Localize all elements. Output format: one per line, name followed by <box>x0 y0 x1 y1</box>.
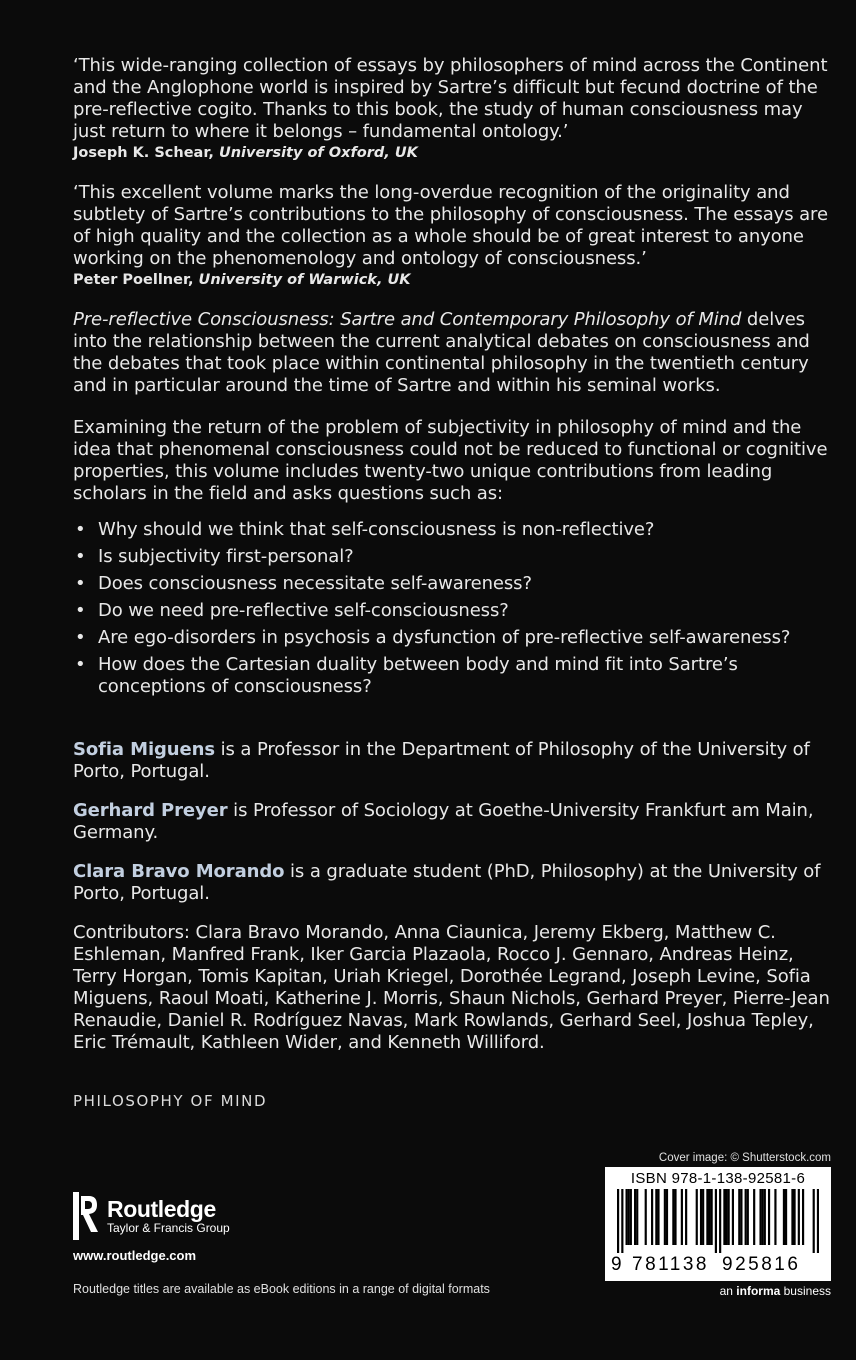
list-item <box>73 519 833 541</box>
barcode-digit-first: 9 <box>611 1254 622 1275</box>
quote-1-affiliation: University of Oxford, UK <box>218 145 418 161</box>
question-text: Does consciousness necessitate self-awareness? <box>98 573 532 594</box>
editor-bio-2 <box>73 800 833 844</box>
barcode-bar <box>738 1189 740 1245</box>
quote-1-attribution <box>73 144 833 162</box>
barcode-bar <box>764 1189 766 1245</box>
barcode-bar <box>664 1189 666 1245</box>
editor-bio-1 <box>73 739 833 783</box>
bullet-icon: • <box>75 546 86 567</box>
barcode-bar <box>762 1189 764 1245</box>
barcode-bar <box>813 1189 815 1253</box>
barcode-bar <box>700 1189 702 1245</box>
barcode-bar <box>696 1189 698 1245</box>
barcode-bar <box>655 1189 657 1245</box>
editor-name: Sofia Miguens <box>73 739 215 760</box>
barcode-bar <box>785 1189 787 1245</box>
bullet-icon: • <box>75 600 86 621</box>
description-1-rest: delves into the relationship between the current analytical debates on consciousness and the debates that took place within continental philosophy in the twentieth century and in particular around the time of Sartre and within his seminal works. <box>73 309 810 396</box>
question-text: Are ego-disorders in psychosis a dysfunction of pre-reflective self-awareness? <box>98 627 791 648</box>
barcode-bar <box>768 1189 770 1245</box>
barcode-digits-right: 925816 <box>722 1254 801 1275</box>
barcode-bar <box>651 1189 653 1245</box>
barcode-bar <box>802 1189 804 1245</box>
question-text: How does the Cartesian duality between body and mind fit into Sartre’s conceptions of consciousness? <box>98 654 738 697</box>
barcode-bar <box>745 1189 747 1245</box>
quote-2-text: ‘This excellent volume marks the long-overdue recognition of the originality and subtlety of Sartre’s contributions to the philosophy of consciousness. The essays are of high quality and the collection as a whole should be of great interest to anyone working on the phenomenology and ontology of consciousness.’ <box>73 182 828 269</box>
barcode-bar <box>708 1189 710 1245</box>
description-paragraph-2: Examining the return of the problem of subjectivity in philosophy of mind and the idea that phenomenal consciousness could not be reduced to functional or cognitive properties, this volume includes twenty-two unique contributions from leading scholars in the field and asks questions such as: <box>73 417 828 504</box>
bullet-icon: • <box>75 654 86 675</box>
barcode-bar <box>725 1189 727 1245</box>
question-list <box>73 519 833 698</box>
barcode-bar <box>630 1189 632 1245</box>
list-item <box>73 546 833 568</box>
editor-bio-text: is Professor of Sociology at Goethe-University Frankfurt am Main, Germany. <box>73 800 814 843</box>
barcode-icon <box>617 1189 819 1253</box>
question-text: Is subjectivity first-personal? <box>98 546 354 567</box>
barcode-bar <box>672 1189 674 1245</box>
list-item <box>73 600 833 622</box>
barcode-bar <box>645 1189 647 1245</box>
publisher-block <box>73 1192 230 1263</box>
description-paragraph-1 <box>73 309 833 397</box>
isbn-label: ISBN 978-1-138-92581-6 <box>630 1170 806 1187</box>
editor-name: Clara Bravo Morando <box>73 861 285 882</box>
informa-suffix: business <box>780 1284 831 1298</box>
barcode-bar <box>711 1189 713 1245</box>
question-text: Do we need pre-reflective self-consciousness? <box>98 600 509 621</box>
barcode-bar <box>732 1189 734 1245</box>
barcode-bar <box>798 1189 800 1245</box>
quote-2-author: Peter Poellner, <box>73 272 194 288</box>
isbn-barcode <box>605 1167 831 1281</box>
barcode-bar <box>657 1189 659 1245</box>
barcode-bar <box>621 1189 623 1253</box>
barcode-bar <box>747 1189 749 1245</box>
barcode-bar <box>728 1189 730 1245</box>
contributors-list: Contributors: Clara Bravo Morando, Anna Ciaunica, Jeremy Ekberg, Matthew C. Eshleman, Manfred Frank, Iker Garcia Plazaola, Rocco J. Gennaro, Andreas Heinz, Terry Horgan, Tomis Kapitan, Uriah Kriegel, Dorothée Legrand, Joseph Levine, Sofia Miguens, Raoul Moati, Katherine J. Morris, Shaun Nichols, Gerhard Preyer, Pierre-Jean Renaudie, Daniel R. Rodríguez Navas, Mark Rowlands, Gerhard Seel, Joshua Tepley, Eric Trémault, Kathleen Wider, and Kenneth Williford. <box>73 922 830 1053</box>
barcode-bar <box>715 1189 717 1253</box>
barcode-bar <box>791 1189 793 1245</box>
publisher-name: Routledge <box>107 1196 216 1222</box>
bullet-icon: • <box>75 519 86 540</box>
barcode-bar <box>740 1189 742 1245</box>
barcode-bar <box>817 1189 819 1253</box>
barcode-bar <box>759 1189 761 1245</box>
list-item <box>73 627 833 649</box>
informa-tagline <box>720 1284 831 1298</box>
book-title: Pre-reflective Consciousness: Sartre and Contemporary Philosophy of Mind <box>73 309 742 330</box>
bullet-icon: • <box>75 573 86 594</box>
list-item <box>73 654 833 698</box>
barcode-bar <box>753 1189 755 1245</box>
publisher-website-link[interactable]: www.routledge.com <box>73 1248 197 1263</box>
barcode-bar <box>634 1189 636 1245</box>
informa-prefix: an <box>719 1284 737 1298</box>
barcode-bar <box>706 1189 708 1245</box>
barcode-bar <box>685 1189 687 1245</box>
barcode-bar <box>783 1189 785 1245</box>
barcode-bar <box>793 1189 795 1245</box>
editor-bio-text: is a graduate student (PhD, Philosophy) at the University of Porto, Portugal. <box>73 861 821 904</box>
quote-2-attribution <box>73 271 833 289</box>
quote-1-author: Joseph K. Schear, <box>73 145 214 161</box>
routledge-r-icon <box>73 1192 99 1240</box>
cover-image-credit: Cover image: © Shutterstock.com <box>658 1152 831 1164</box>
back-cover-text <box>73 55 833 1110</box>
editor-bio-3 <box>73 861 833 905</box>
barcode-bar <box>719 1189 721 1253</box>
editor-bio-text: is a Professor in the Department of Philosophy of the University of Porto, Portugal. <box>73 739 810 782</box>
barcode-bar <box>636 1189 638 1245</box>
barcode-bar <box>702 1189 704 1245</box>
publisher-brand <box>107 1197 230 1235</box>
barcode-digits-left: 781138 <box>632 1254 709 1275</box>
barcode-bar <box>681 1189 683 1245</box>
barcode-bar <box>723 1189 725 1245</box>
barcode-bar <box>674 1189 676 1245</box>
barcode-bar <box>774 1189 776 1245</box>
publisher-group: Taylor & Francis Group <box>107 1221 230 1235</box>
barcode-bar <box>628 1189 630 1245</box>
ebook-note: Routledge titles are available as eBook editions in a range of digital formats <box>73 1282 490 1296</box>
series-label: PHILOSOPHY OF MIND <box>73 1092 268 1110</box>
bullet-icon: • <box>75 627 86 648</box>
quote-2-affiliation: University of Warwick, UK <box>198 272 411 288</box>
quote-1 <box>73 55 833 162</box>
list-item <box>73 573 833 595</box>
editor-name: Gerhard Preyer <box>73 800 228 821</box>
question-text: Why should we think that self-consciousness is non-reflective? <box>98 519 655 540</box>
routledge-logo <box>73 1192 230 1240</box>
informa-brand: informa <box>736 1284 781 1298</box>
barcode-bar <box>617 1189 619 1253</box>
quote-2 <box>73 182 833 289</box>
barcode-bar <box>626 1189 628 1245</box>
quote-1-text: ‘This wide-ranging collection of essays by philosophers of mind across the Continent and the Anglophone world is inspired by Sartre’s difficult but fecund doctrine of the pre-reflective cogito. Thanks to this book, the study of human consciousness may just return to where it belongs – fundamental ontology.’ <box>73 55 828 142</box>
barcode-bar <box>666 1189 668 1245</box>
